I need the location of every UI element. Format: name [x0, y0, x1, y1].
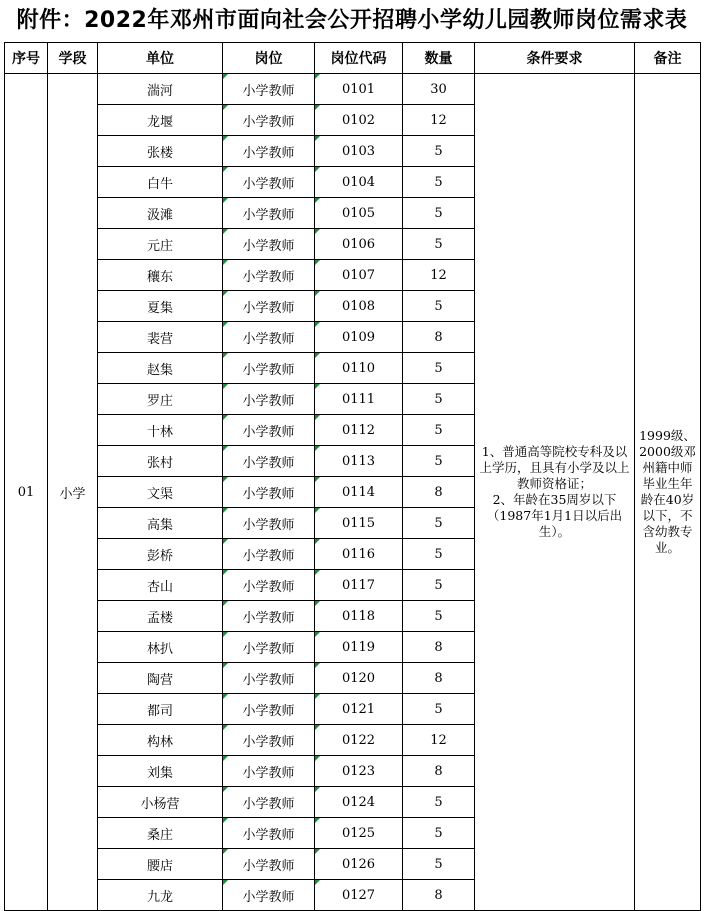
unit-cell: 小杨营 [98, 787, 223, 818]
qty-cell: 5 [403, 818, 475, 849]
unit-cell: 九龙 [98, 880, 223, 911]
code-cell: 0126 [315, 849, 403, 880]
qty-cell: 5 [403, 198, 475, 229]
code-cell: 0110 [315, 353, 403, 384]
unit-cell: 张楼 [98, 136, 223, 167]
code-cell: 0125 [315, 818, 403, 849]
unit-cell: 林扒 [98, 632, 223, 663]
code-cell: 0123 [315, 756, 403, 787]
unit-cell: 杏山 [98, 570, 223, 601]
unit-cell: 都司 [98, 694, 223, 725]
unit-cell: 汲滩 [98, 198, 223, 229]
qty-cell: 5 [403, 446, 475, 477]
header-note: 备注 [635, 43, 701, 74]
post-cell: 小学教师 [223, 446, 315, 477]
code-cell: 0106 [315, 229, 403, 260]
stage-cell: 小学 [48, 74, 98, 911]
post-cell: 小学教师 [223, 291, 315, 322]
code-cell: 0103 [315, 136, 403, 167]
qty-cell: 5 [403, 384, 475, 415]
post-cell: 小学教师 [223, 632, 315, 663]
code-cell: 0113 [315, 446, 403, 477]
post-cell: 小学教师 [223, 818, 315, 849]
code-cell: 0107 [315, 260, 403, 291]
code-cell: 0104 [315, 167, 403, 198]
qty-cell: 12 [403, 725, 475, 756]
header-seq: 序号 [5, 43, 48, 74]
post-cell: 小学教师 [223, 880, 315, 911]
post-cell: 小学教师 [223, 663, 315, 694]
code-cell: 0119 [315, 632, 403, 663]
qty-cell: 5 [403, 136, 475, 167]
post-cell: 小学教师 [223, 198, 315, 229]
seq-cell: 01 [5, 74, 48, 911]
code-cell: 0109 [315, 322, 403, 353]
qty-cell: 8 [403, 632, 475, 663]
qty-cell: 5 [403, 694, 475, 725]
qty-cell: 5 [403, 353, 475, 384]
qty-cell: 5 [403, 508, 475, 539]
unit-cell: 腰店 [98, 849, 223, 880]
post-cell: 小学教师 [223, 508, 315, 539]
code-cell: 0111 [315, 384, 403, 415]
qty-cell: 5 [403, 570, 475, 601]
qty-cell: 8 [403, 756, 475, 787]
qty-cell: 5 [403, 229, 475, 260]
unit-cell: 高集 [98, 508, 223, 539]
post-cell: 小学教师 [223, 167, 315, 198]
header-qty: 数量 [403, 43, 475, 74]
qty-cell: 5 [403, 291, 475, 322]
header-conditions: 条件要求 [475, 43, 635, 74]
unit-cell: 构林 [98, 725, 223, 756]
post-cell: 小学教师 [223, 725, 315, 756]
header-unit: 单位 [98, 43, 223, 74]
qty-cell: 5 [403, 787, 475, 818]
qty-cell: 12 [403, 105, 475, 136]
qty-cell: 8 [403, 477, 475, 508]
unit-cell: 湍河 [98, 74, 223, 105]
code-cell: 0112 [315, 415, 403, 446]
unit-cell: 文渠 [98, 477, 223, 508]
post-cell: 小学教师 [223, 260, 315, 291]
qty-cell: 8 [403, 663, 475, 694]
post-cell: 小学教师 [223, 136, 315, 167]
header-code: 岗位代码 [315, 43, 403, 74]
code-cell: 0120 [315, 663, 403, 694]
code-cell: 0101 [315, 74, 403, 105]
post-cell: 小学教师 [223, 353, 315, 384]
post-cell: 小学教师 [223, 415, 315, 446]
unit-cell: 裴营 [98, 322, 223, 353]
unit-cell: 龙堰 [98, 105, 223, 136]
unit-cell: 孟楼 [98, 601, 223, 632]
unit-cell: 张村 [98, 446, 223, 477]
post-cell: 小学教师 [223, 787, 315, 818]
code-cell: 0114 [315, 477, 403, 508]
code-cell: 0118 [315, 601, 403, 632]
qty-cell: 5 [403, 849, 475, 880]
unit-cell: 罗庄 [98, 384, 223, 415]
qty-cell: 30 [403, 74, 475, 105]
note-cell: 1999级、2000级邓州籍中师毕业生年龄在40岁以下，不含幼教专业。 [635, 74, 701, 911]
header-row [5, 43, 701, 74]
unit-cell: 夏集 [98, 291, 223, 322]
unit-cell: 赵集 [98, 353, 223, 384]
post-cell: 小学教师 [223, 539, 315, 570]
post-cell: 小学教师 [223, 601, 315, 632]
unit-cell: 穰东 [98, 260, 223, 291]
qty-cell: 8 [403, 322, 475, 353]
post-cell: 小学教师 [223, 229, 315, 260]
post-cell: 小学教师 [223, 74, 315, 105]
qty-cell: 8 [403, 880, 475, 911]
unit-cell: 彭桥 [98, 539, 223, 570]
qty-cell: 5 [403, 601, 475, 632]
qty-cell: 12 [403, 260, 475, 291]
code-cell: 0108 [315, 291, 403, 322]
header-stage: 学段 [48, 43, 98, 74]
code-cell: 0116 [315, 539, 403, 570]
post-cell: 小学教师 [223, 322, 315, 353]
post-cell: 小学教师 [223, 694, 315, 725]
post-cell: 小学教师 [223, 477, 315, 508]
conditions-cell: 1、普通高等院校专科及以上学历，且具有小学及以上教师资格证； 2、年龄在35周岁以下（1987年1月1日以后出生）。 [475, 74, 635, 911]
table-row [5, 74, 701, 105]
unit-cell: 元庄 [98, 229, 223, 260]
code-cell: 0127 [315, 880, 403, 911]
post-cell: 小学教师 [223, 570, 315, 601]
code-cell: 0117 [315, 570, 403, 601]
unit-cell: 陶营 [98, 663, 223, 694]
code-cell: 0102 [315, 105, 403, 136]
code-cell: 0105 [315, 198, 403, 229]
qty-cell: 5 [403, 539, 475, 570]
code-cell: 0121 [315, 694, 403, 725]
post-cell: 小学教师 [223, 384, 315, 415]
page-title: 附件：2022年邓州市面向社会公开招聘小学幼儿园教师岗位需求表 [16, 8, 688, 33]
unit-cell: 桑庄 [98, 818, 223, 849]
code-cell: 0124 [315, 787, 403, 818]
qty-cell: 5 [403, 415, 475, 446]
recruitment-table [4, 42, 701, 911]
code-cell: 0115 [315, 508, 403, 539]
post-cell: 小学教师 [223, 105, 315, 136]
post-cell: 小学教师 [223, 849, 315, 880]
unit-cell: 十林 [98, 415, 223, 446]
unit-cell: 白牛 [98, 167, 223, 198]
code-cell: 0122 [315, 725, 403, 756]
post-cell: 小学教师 [223, 756, 315, 787]
header-post: 岗位 [223, 43, 315, 74]
qty-cell: 5 [403, 167, 475, 198]
unit-cell: 刘集 [98, 756, 223, 787]
